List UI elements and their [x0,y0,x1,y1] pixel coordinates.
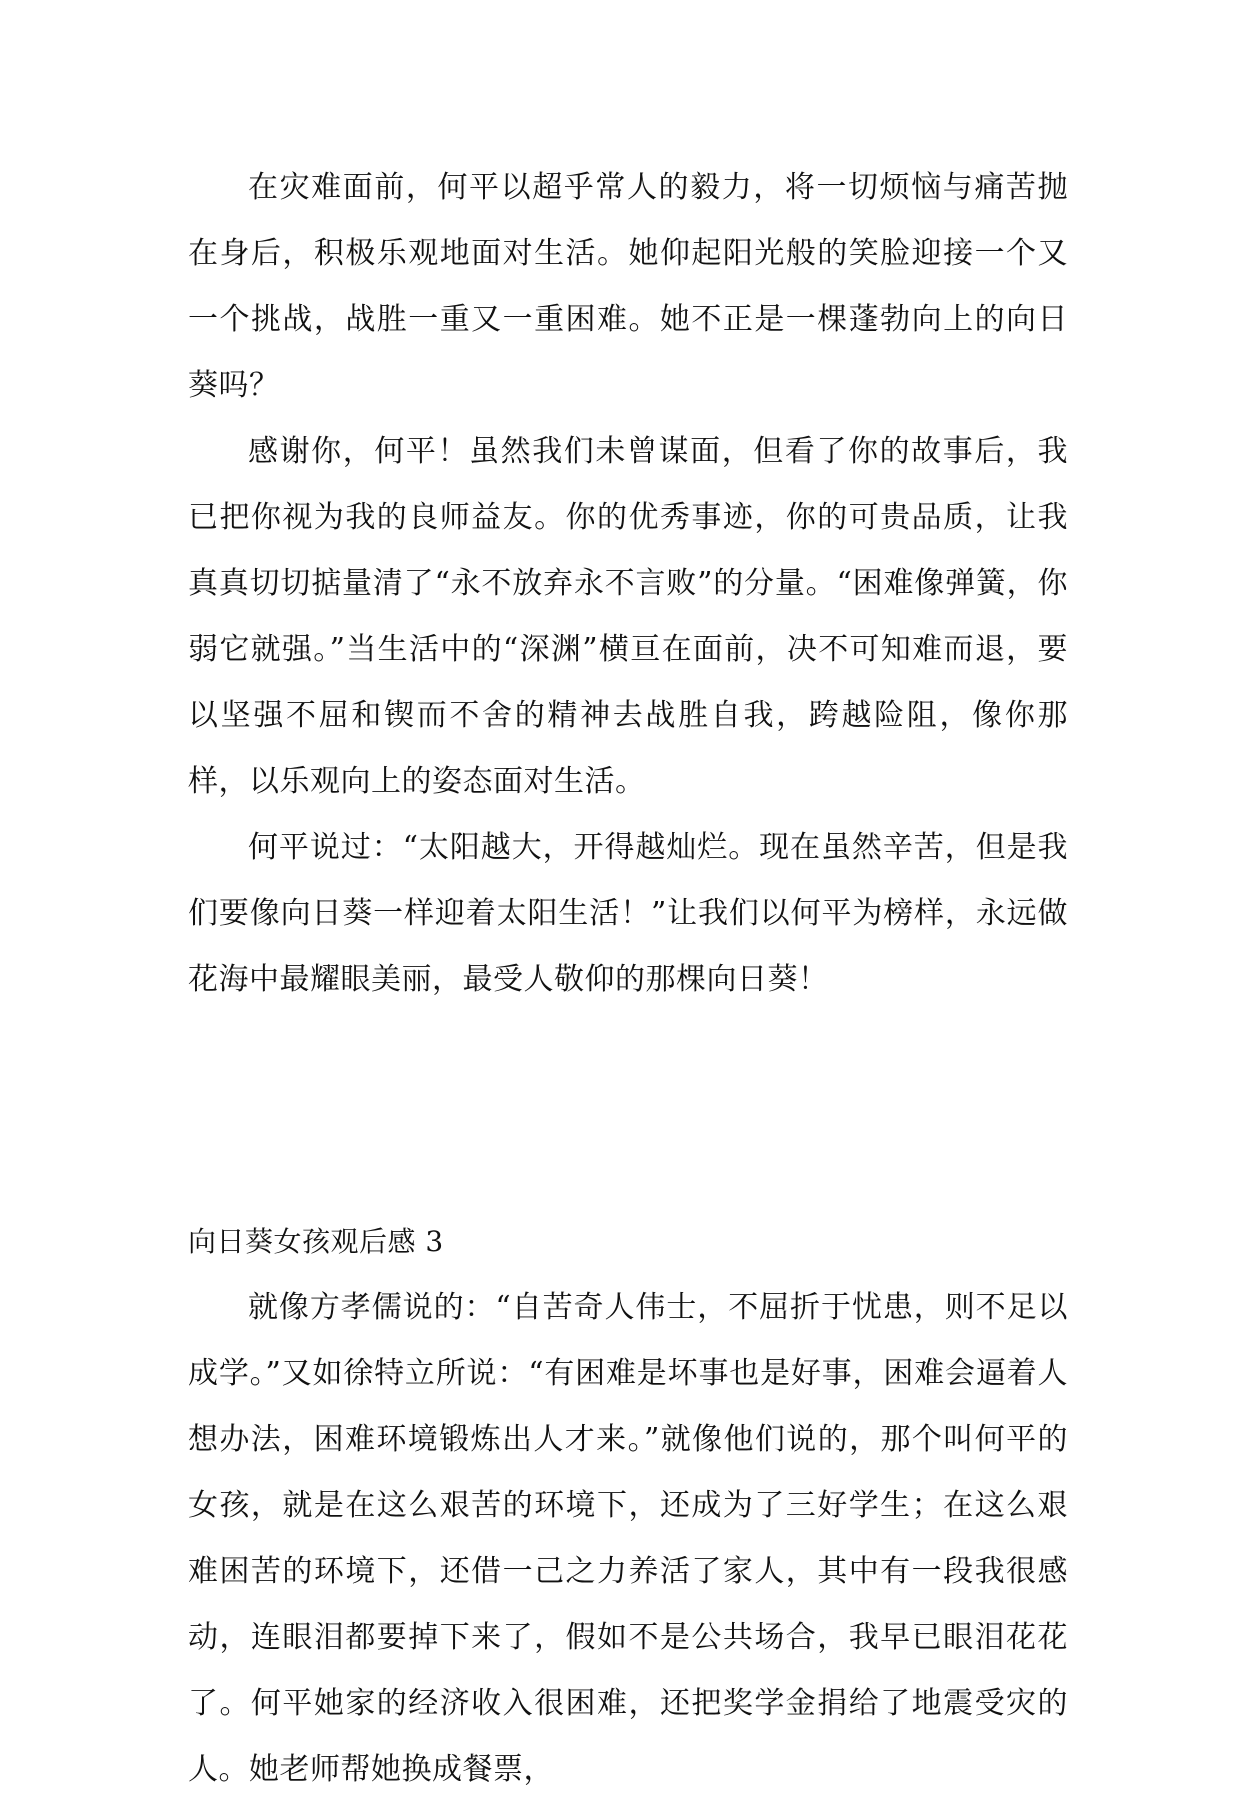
section-heading: 向日葵女孩观后感 3 [188,1225,444,1258]
paragraph: 就像方孝儒说的：“自苦奇人伟士，不屈折于忧患，则不足以成学。”又如徐特立所说：“有困难是坏事也是好事，困难会逼着人想办法，困难环境锻炼出人才来。”就像他们说的，那个叫何平的女孩，就是在这么艰苦的环境下，还成为了三好学生；在这么艰难困苦的环境下，还借一己之力养活了家人，其中有一段我很感动，连眼泪都要掉下来了，假如不是公共场合，我早已眼泪花花了。何平她家的经济收入很困难，还把奖学金捐给了地震受灾的人。她老师帮她换成餐票， [188,1290,1068,1787]
paragraph: 何平说过：“太阳越大，开得越灿烂。现在虽然辛苦，但是我们要像向日葵一样迎着太阳生活！”让我们以何平为榜样，永远做花海中最耀眼美丽，最受人敬仰的那棵向日葵！ [188,830,1068,997]
paragraph: 感谢你，何平！虽然我们未曾谋面，但看了你的故事后，我已把你视为我的良师益友。你的优秀事迹，你的可贵品质，让我真真切切掂量清了“永不放弃永不言败”的分量。“困难像弹簧，你弱它就强。”当生活中的“深渊”横亘在面前，决不可知难而退，要以坚强不屈和锲而不舍的精神去战胜自我，跨越险阻，像你那样，以乐观向上的姿态面对生活。 [188,434,1068,799]
document-page [188,155,1068,1803]
section-spacer [188,1013,1068,1209]
paragraph: 在灾难面前，何平以超乎常人的毅力，将一切烦恼与痛苦抛在身后，积极乐观地面对生活。她仰起阳光般的笑脸迎接一个又一个挑战，战胜一重又一重困难。她不正是一棵蓬勃向上的向日葵吗？ [188,170,1068,403]
